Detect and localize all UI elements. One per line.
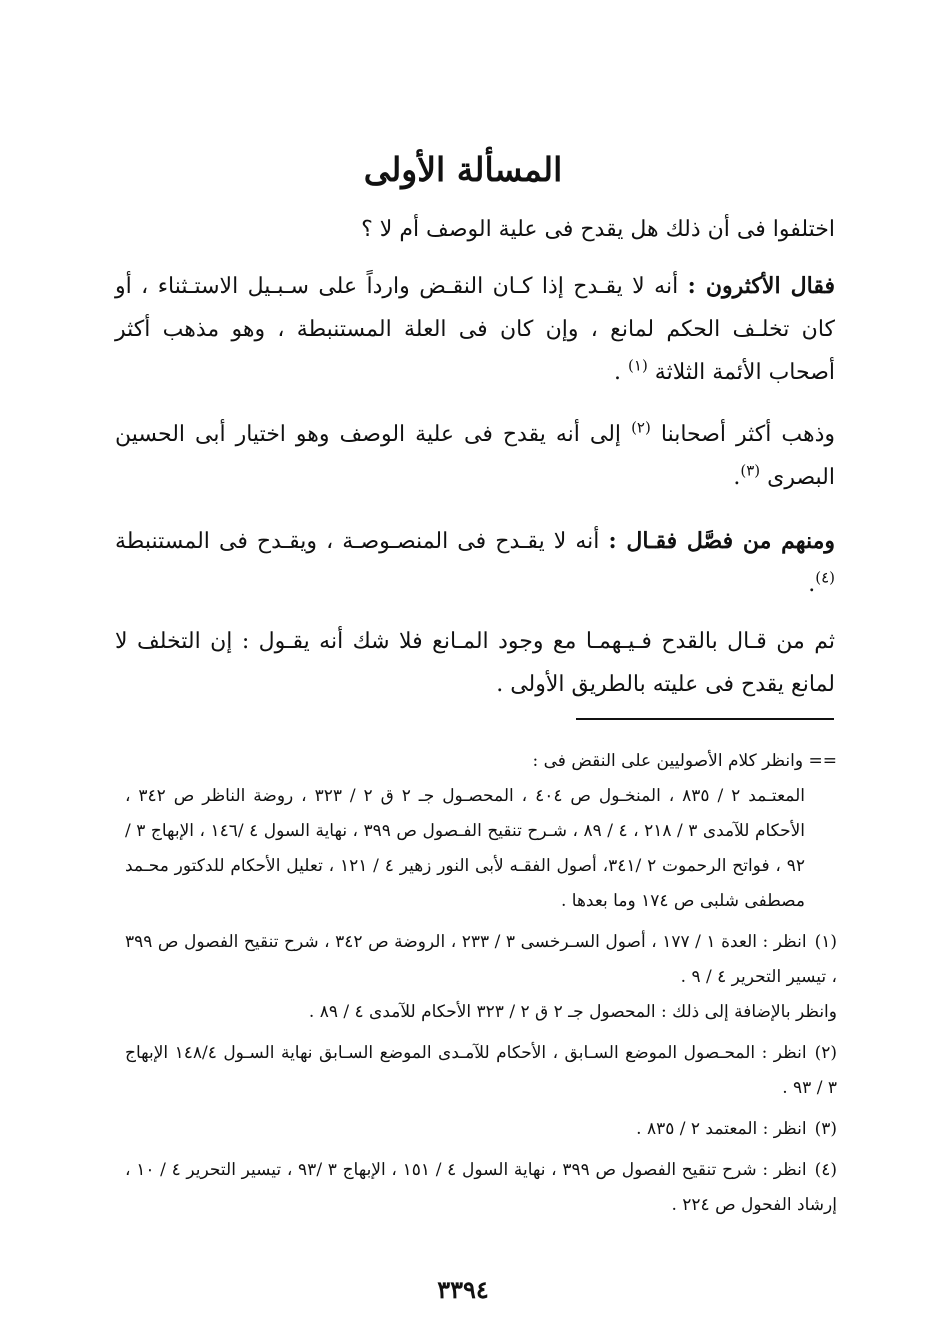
footnote-3-number: (٣): [814, 1119, 837, 1139]
footnote-3-text: انظر : المعتمد ٢ / ٨٣٥ .: [636, 1119, 807, 1139]
page-number: ٣٣٩٤: [437, 1275, 489, 1304]
footnote-continuation: [125, 744, 837, 919]
paragraph-3-text-a: وذهب أكثر أصحابنا: [660, 422, 836, 447]
paragraph-3: [115, 413, 835, 499]
page-title: المسألة الأولى: [363, 150, 563, 189]
paragraph-2-lead: فقال الأكثرون :: [687, 273, 835, 299]
paragraph-2-end: .: [614, 360, 629, 385]
footnote-separator: [576, 718, 834, 720]
paragraph-1: [115, 208, 835, 251]
footnote-2: [125, 1036, 837, 1106]
footnote-3: [125, 1112, 837, 1147]
footnote-ref-4: (٤): [815, 568, 835, 587]
footnote-ref-2: (٢): [631, 418, 651, 437]
footnote-continuation-body: المعتـمد ٢ / ٨٣٥ ، المنخـول ص ٤٠٤ ، المحصـول جـ ٢ ق ٢ / ٣٢٣ ، روضة الناظر ص ٣٤٢ ، الأحكام للآمدى ٣ / ٢١٨ ، ٤ / ٨٩ ، شـرح تنقيح الفـصول ص ٣٩٩ ، نهاية السول ٤ /١٤٦ ، الإبهاج ٣ / ٩٢ ، فواتح الرحموت ٢ /٣٤١، أصول الفقـه لأبى النور زهير ٤ / ١٢١ ، تعليل الأحكام للدكتور محـمد مصطفى شلبى ص ١٧٤ وما بعدها .: [125, 786, 805, 911]
paragraph-4-text: أنه لا يقـدح فى المنصـوصـة ، ويقـدح فى المستنبطة: [115, 529, 600, 554]
footnote-continuation-lead: == وانظر كلام الأصوليين على النقض فى :: [532, 751, 837, 771]
paragraph-4-end: .: [808, 572, 816, 597]
footnote-ref-1: (١): [628, 356, 648, 375]
paragraph-3-end: .: [733, 465, 741, 490]
paragraph-5-text: ثم من قـال بالقدح فـيـهمـا مع وجود المـانع فلا شك أنه يقـول : إن التخلف لا لمانع يقدح فى عليته بالطريق الأولى .: [115, 629, 835, 697]
paragraph-4-lead: ومنهم من فصَّل فقـال :: [608, 528, 835, 554]
footnote-1-text: انظر : العدة ١ / ١٧٧ ، أصول السـرخسى ٣ / ٢٣٣ ، الروضة ص ٣٤٢ ، شرح تنقيح الفصول ص ٣٩٩ ، تيسير التحرير ٤ / ٩ .: [125, 932, 837, 987]
paragraph-3-text-b: إلى أنه يقدح فى علية الوصف وهو اختيار أبى الحسين البصرى: [115, 422, 835, 490]
footnote-2-text: انظر : المحـصول الموضع السـابق ، الأحكام للآمـدى الموضع السـابق نهاية السـول ١٤٨/٤ الإبهاج ٣ / ٩٣ .: [125, 1043, 837, 1098]
paragraph-4: [115, 520, 835, 606]
footnote-1: [125, 925, 837, 1030]
paragraph-2-text: أنه لا يقـدح إذا كـان النقـض وارداً على سـبـيل الاستـثناء ، أو كان تخلـف الحكم لمانع ، وإن كان فى العلة المستنبطة ، وهو مذهب أكثر أصحاب الأئمة الثلاثة: [115, 274, 835, 385]
paragraph-1-text: اختلفوا فى أن ذلك هل يقدح فى علية الوصف أم لا ؟: [361, 217, 835, 242]
footnote-ref-3: (٣): [740, 461, 761, 480]
footnote-4-text: انظر : شرح تنقيح الفصول ص ٣٩٩ ، نهاية السول ٤ / ١٥١ ، الإبهاج ٣ /٩٣ ، تيسير التحرير ٤ / ١٠ ، إرشاد الفحول ص ٢٢٤ .: [125, 1160, 837, 1215]
footnotes-section: [125, 744, 837, 1229]
footnote-2-number: (٢): [814, 1043, 837, 1063]
paragraph-2: [115, 265, 835, 394]
footnote-4-number: (٤): [814, 1160, 837, 1180]
footnote-1-extra: وانظر بالإضافة إلى ذلك : المحصول جـ ٢ ق ٢ / ٣٢٣ الأحكام للآمدى ٤ / ٨٩ .: [308, 1002, 837, 1022]
footnote-1-number: (١): [814, 932, 837, 952]
paragraph-5: [115, 620, 835, 706]
footnote-4: [125, 1153, 837, 1223]
